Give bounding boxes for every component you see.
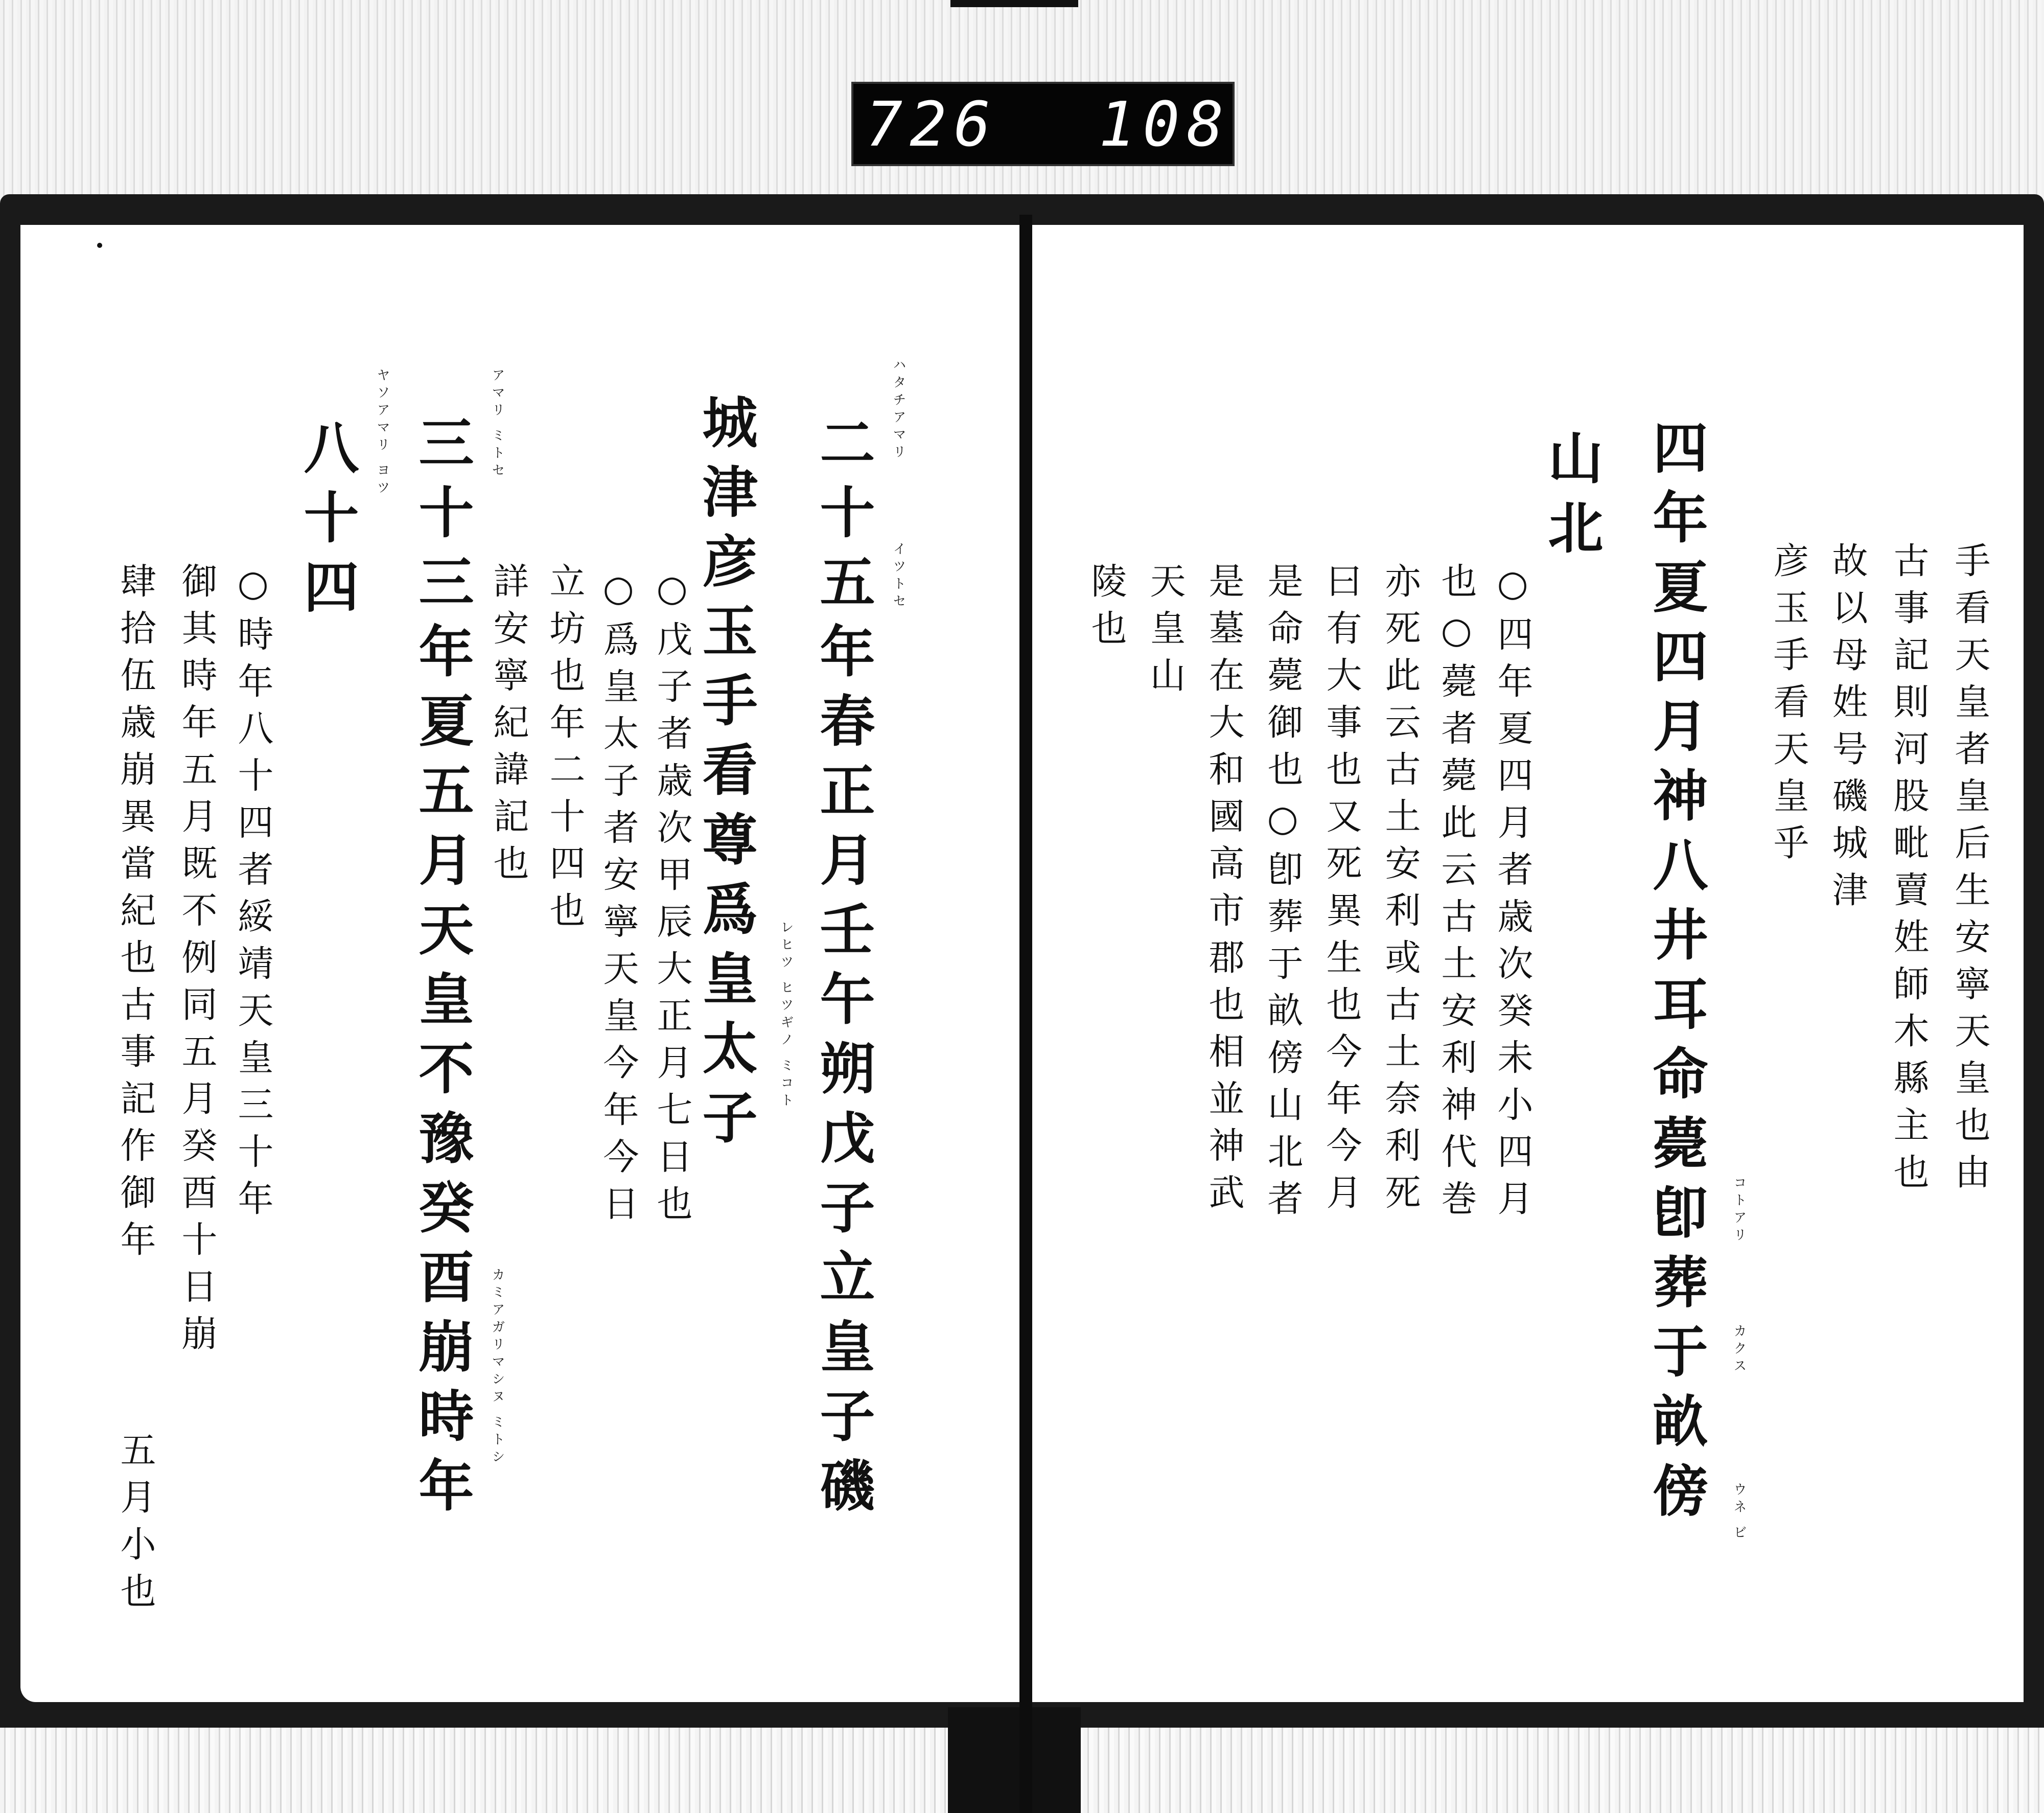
left-kana-4: アマリ ミトセ [490,368,505,481]
right-small-col-7: 天皇山 [1144,562,1186,703]
left-kana-1: ハタチアマリ [891,358,906,462]
right-small-col-3: 亦死此云古土安利或古土奈利死 [1379,562,1421,1221]
right-small-top-col-2: 古事記則河股毗賣姓師木縣主也 [1888,542,1930,1200]
left-small-col-5: ○時年八十四者綏靖天皇三十年 [232,562,274,1227]
left-small-col-7: 肆拾伍歳崩異當紀也古事記作御年 [114,562,156,1268]
right-small-col-2: 也○薨者薨此云古土安利神代巻 [1435,562,1477,1227]
right-small-col-4: 曰有大事也又死異生也今年今月 [1320,562,1362,1221]
right-small-col-5: 是命薨御也○卽葬于畝傍山北者 [1262,562,1304,1227]
right-small-col-8: 陵也 [1085,562,1127,656]
left-small-col-8: 五月小也 [114,1431,156,1619]
left-big-col-2: 城津彦玉手看尊爲皇太子 [693,394,757,1158]
frame-counter-left: 726 [866,89,998,160]
frame-counter-right: 108 [1099,89,1231,160]
right-small-col-1: ○四年夏四月者歳次癸未小四月 [1492,562,1534,1227]
page-gutter [1019,215,1032,1813]
frame-counter [851,82,1235,166]
right-small-top-col-1: 手看天皇者皇后生安寧天皇也由 [1949,542,1991,1200]
left-kana-5: ヤソアマリ ヨツ [375,368,390,498]
left-small-col-1: ○戊子者歳次甲辰大正月七日也 [651,567,693,1232]
left-big-col-1: 二十五年春正月壬午朔戊子立皇子磯 [810,414,875,1526]
right-kana-1: コトアリ [1731,1176,1747,1245]
right-kana-2: カクス [1731,1324,1747,1376]
right-small-top-col-4: 彦玉手看天皇乎 [1768,542,1809,871]
left-small-col-4: 詳安寧紀諱記也 [487,562,529,891]
right-big-col-2: 山北 [1539,429,1603,568]
right-kana-3: ウネ ビ [1731,1482,1747,1543]
left-big-col-4: 八十四 [294,419,359,628]
left-small-col-3: 立坊也年二十四也 [544,562,586,938]
page-mark [97,243,102,248]
right-big-col-1: 四年夏四月神八井耳命薨卽葬于畝傍 [1643,419,1708,1531]
right-page [1032,225,2024,1702]
right-small-col-6: 是墓在大和國高市郡也相並神武 [1203,562,1245,1221]
spine-bottom [948,1707,1081,1813]
top-strip [950,0,1078,7]
left-kana-6: カミアガリマシヌ ミトシ [490,1268,505,1467]
right-small-top-col-3: 故以母姓号磯城津 [1826,542,1868,918]
left-kana-2: イツトセ [891,542,906,611]
left-small-col-2: ○爲皇太子者安寧天皇今年今日 [597,567,639,1232]
left-kana-3: レヒツ ヒツギノ ミコト [778,920,794,1111]
left-big-col-3: 三十三年夏五月天皇不豫癸酉崩時年 [409,414,474,1526]
left-page [20,225,1019,1702]
left-small-col-6: 御其時年五月既不例同五月癸酉十日崩 [176,562,218,1362]
